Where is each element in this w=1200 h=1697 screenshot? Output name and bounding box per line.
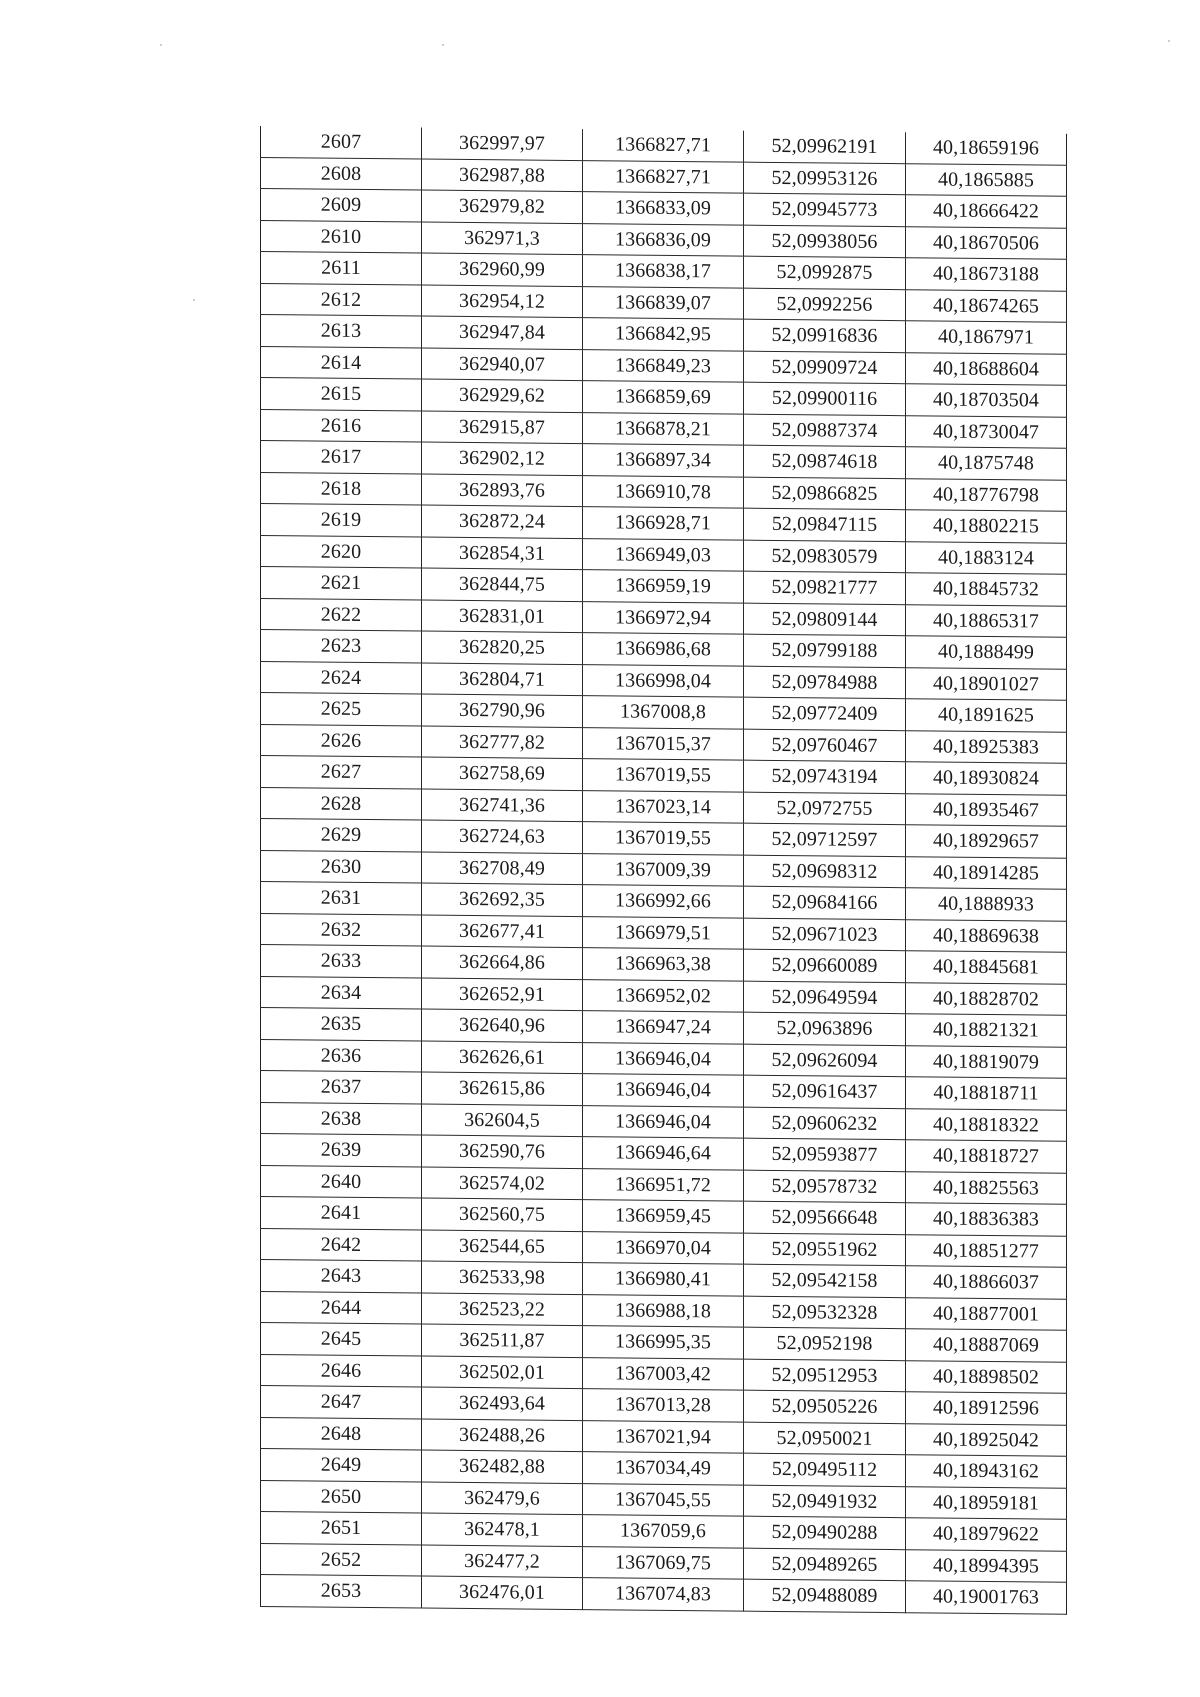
x-coordinate-cell: 362533,98: [422, 1261, 583, 1294]
latitude-cell: 52,09626094: [744, 1044, 906, 1077]
y-coordinate-cell: 1366910,78: [583, 475, 744, 508]
latitude-cell: 52,0952198: [744, 1327, 906, 1360]
longitude-cell: 40,18819079: [906, 1045, 1067, 1078]
y-coordinate-cell: 1366992,66: [583, 885, 744, 918]
latitude-cell: 52,09772409: [744, 697, 906, 730]
point-number-cell: 2621: [261, 567, 422, 600]
longitude-cell: 40,18994395: [906, 1549, 1067, 1582]
latitude-cell: 52,09606232: [744, 1107, 906, 1140]
latitude-cell: 52,09488089: [744, 1579, 906, 1612]
x-coordinate-cell: 362979,82: [422, 190, 583, 223]
point-number-cell: 2625: [261, 693, 422, 726]
latitude-cell: 52,09953126: [744, 162, 906, 195]
x-coordinate-cell: 362574,02: [422, 1167, 583, 1200]
y-coordinate-cell: 1366849,23: [583, 349, 744, 382]
y-coordinate-cell: 1366827,71: [583, 160, 744, 193]
longitude-cell: 40,1883124: [906, 541, 1067, 574]
latitude-cell: 52,09698312: [744, 855, 906, 888]
latitude-cell: 52,09649594: [744, 981, 906, 1014]
scan-speck: [160, 44, 162, 46]
point-number-cell: 2612: [261, 283, 422, 316]
latitude-cell: 52,09551962: [744, 1233, 906, 1266]
longitude-cell: 40,1875748: [906, 447, 1067, 480]
longitude-cell: 40,18935467: [906, 793, 1067, 826]
longitude-cell: 40,18670506: [906, 226, 1067, 259]
x-coordinate-cell: 362820,25: [422, 631, 583, 664]
y-coordinate-cell: 1366986,68: [583, 633, 744, 666]
latitude-cell: 52,09945773: [744, 193, 906, 226]
longitude-cell: 40,18674265: [906, 289, 1067, 322]
longitude-cell: 40,1888933: [906, 888, 1067, 921]
y-coordinate-cell: 1366963,38: [583, 948, 744, 981]
longitude-cell: 40,18730047: [906, 415, 1067, 448]
point-number-cell: 2609: [261, 189, 422, 222]
y-coordinate-cell: 1366833,09: [583, 192, 744, 225]
latitude-cell: 52,09542158: [744, 1264, 906, 1297]
y-coordinate-cell: 1366839,07: [583, 286, 744, 319]
latitude-cell: 52,09578732: [744, 1170, 906, 1203]
point-number-cell: 2653: [261, 1575, 422, 1608]
point-number-cell: 2635: [261, 1008, 422, 1041]
y-coordinate-cell: 1367008,8: [583, 696, 744, 729]
point-number-cell: 2610: [261, 220, 422, 253]
y-coordinate-cell: 1366979,51: [583, 916, 744, 949]
point-number-cell: 2630: [261, 850, 422, 883]
longitude-cell: 40,18866037: [906, 1266, 1067, 1299]
x-coordinate-cell: 362692,35: [422, 883, 583, 916]
latitude-cell: 52,09660089: [744, 949, 906, 982]
point-number-cell: 2623: [261, 630, 422, 663]
y-coordinate-cell: 1366897,34: [583, 444, 744, 477]
point-number-cell: 2608: [261, 157, 422, 190]
point-number-cell: 2619: [261, 504, 422, 537]
latitude-cell: 52,09799188: [744, 634, 906, 667]
point-number-cell: 2643: [261, 1260, 422, 1293]
latitude-cell: 52,09491932: [744, 1485, 906, 1518]
latitude-cell: 52,09809144: [744, 603, 906, 636]
point-number-cell: 2641: [261, 1197, 422, 1230]
x-coordinate-cell: 362626,61: [422, 1041, 583, 1074]
y-coordinate-cell: 1366827,71: [583, 129, 744, 162]
longitude-cell: 40,18851277: [906, 1234, 1067, 1267]
longitude-cell: 40,18901027: [906, 667, 1067, 700]
y-coordinate-cell: 1366952,02: [583, 979, 744, 1012]
longitude-cell: 40,18943162: [906, 1455, 1067, 1488]
longitude-cell: 40,18818711: [906, 1077, 1067, 1110]
latitude-cell: 52,09505226: [744, 1390, 906, 1423]
latitude-cell: 52,09909724: [744, 351, 906, 384]
latitude-cell: 52,0992256: [744, 288, 906, 321]
point-number-cell: 2644: [261, 1291, 422, 1324]
y-coordinate-cell: 1366946,04: [583, 1074, 744, 1107]
longitude-cell: 40,18818322: [906, 1108, 1067, 1141]
y-coordinate-cell: 1367069,75: [583, 1546, 744, 1579]
x-coordinate-cell: 362893,76: [422, 474, 583, 507]
point-number-cell: 2633: [261, 945, 422, 978]
x-coordinate-cell: 362502,01: [422, 1356, 583, 1389]
x-coordinate-cell: 362677,41: [422, 915, 583, 948]
x-coordinate-cell: 362831,01: [422, 600, 583, 633]
point-number-cell: 2636: [261, 1039, 422, 1072]
y-coordinate-cell: 1366972,94: [583, 601, 744, 634]
point-number-cell: 2638: [261, 1102, 422, 1135]
x-coordinate-cell: 362476,01: [422, 1576, 583, 1609]
x-coordinate-cell: 362477,2: [422, 1545, 583, 1578]
longitude-cell: 40,18925383: [906, 730, 1067, 763]
point-number-cell: 2615: [261, 378, 422, 411]
point-number-cell: 2640: [261, 1165, 422, 1198]
latitude-cell: 52,09760467: [744, 729, 906, 762]
latitude-cell: 52,09962191: [744, 131, 906, 164]
x-coordinate-cell: 362940,07: [422, 348, 583, 381]
longitude-cell: 40,1891625: [906, 699, 1067, 732]
x-coordinate-cell: 362544,65: [422, 1230, 583, 1263]
y-coordinate-cell: 1366949,03: [583, 538, 744, 571]
y-coordinate-cell: 1367045,55: [583, 1483, 744, 1516]
point-number-cell: 2627: [261, 756, 422, 789]
y-coordinate-cell: 1366842,95: [583, 318, 744, 351]
latitude-cell: 52,0972755: [744, 792, 906, 825]
x-coordinate-cell: 362560,75: [422, 1198, 583, 1231]
latitude-cell: 52,09495112: [744, 1453, 906, 1486]
x-coordinate-cell: 362790,96: [422, 694, 583, 727]
longitude-cell: 40,18659196: [906, 132, 1067, 165]
latitude-cell: 52,0950021: [744, 1422, 906, 1455]
latitude-cell: 52,09512953: [744, 1359, 906, 1392]
scan-speck: [193, 299, 195, 301]
y-coordinate-cell: 1366836,09: [583, 223, 744, 256]
point-number-cell: 2629: [261, 819, 422, 852]
longitude-cell: 40,18825563: [906, 1171, 1067, 1204]
latitude-cell: 52,09684166: [744, 886, 906, 919]
point-number-cell: 2631: [261, 882, 422, 915]
longitude-cell: 40,18836383: [906, 1203, 1067, 1236]
y-coordinate-cell: 1367009,39: [583, 853, 744, 886]
longitude-cell: 40,18688604: [906, 352, 1067, 385]
x-coordinate-cell: 362652,91: [422, 978, 583, 1011]
point-number-cell: 2607: [261, 126, 422, 159]
longitude-cell: 40,18666422: [906, 195, 1067, 228]
y-coordinate-cell: 1367021,94: [583, 1420, 744, 1453]
point-number-cell: 2611: [261, 252, 422, 285]
y-coordinate-cell: 1366946,64: [583, 1137, 744, 1170]
y-coordinate-cell: 1367074,83: [583, 1578, 744, 1611]
point-number-cell: 2617: [261, 441, 422, 474]
x-coordinate-cell: 362493,64: [422, 1387, 583, 1420]
y-coordinate-cell: 1367013,28: [583, 1389, 744, 1422]
point-number-cell: 2650: [261, 1480, 422, 1513]
x-coordinate-cell: 362902,12: [422, 442, 583, 475]
x-coordinate-cell: 362804,71: [422, 663, 583, 696]
longitude-cell: 40,18877001: [906, 1297, 1067, 1330]
point-number-cell: 2639: [261, 1134, 422, 1167]
y-coordinate-cell: 1366980,41: [583, 1263, 744, 1296]
latitude-cell: 52,09532328: [744, 1296, 906, 1329]
x-coordinate-cell: 362511,87: [422, 1324, 583, 1357]
y-coordinate-cell: 1366995,35: [583, 1326, 744, 1359]
y-coordinate-cell: 1366998,04: [583, 664, 744, 697]
longitude-cell: 40,18845681: [906, 951, 1067, 984]
x-coordinate-cell: 362488,26: [422, 1419, 583, 1452]
x-coordinate-cell: 362960,99: [422, 253, 583, 286]
x-coordinate-cell: 362478,1: [422, 1513, 583, 1546]
y-coordinate-cell: 1367019,55: [583, 759, 744, 792]
point-number-cell: 2622: [261, 598, 422, 631]
longitude-cell: 40,18929657: [906, 825, 1067, 858]
point-number-cell: 2618: [261, 472, 422, 505]
x-coordinate-cell: 362708,49: [422, 852, 583, 885]
x-coordinate-cell: 362947,84: [422, 316, 583, 349]
scan-speck: [1168, 40, 1170, 42]
point-number-cell: 2652: [261, 1543, 422, 1576]
point-number-cell: 2648: [261, 1417, 422, 1450]
longitude-cell: 40,18959181: [906, 1486, 1067, 1519]
y-coordinate-cell: 1366878,21: [583, 412, 744, 445]
longitude-cell: 40,18925042: [906, 1423, 1067, 1456]
point-number-cell: 2651: [261, 1512, 422, 1545]
x-coordinate-cell: 362854,31: [422, 537, 583, 570]
x-coordinate-cell: 362604,5: [422, 1104, 583, 1137]
latitude-cell: 52,09830579: [744, 540, 906, 573]
latitude-cell: 52,0992875: [744, 256, 906, 289]
longitude-cell: 40,18818727: [906, 1140, 1067, 1173]
y-coordinate-cell: 1367003,42: [583, 1357, 744, 1390]
longitude-cell: 40,18869638: [906, 919, 1067, 952]
latitude-cell: 52,09847115: [744, 508, 906, 541]
y-coordinate-cell: 1366928,71: [583, 507, 744, 540]
point-number-cell: 2632: [261, 913, 422, 946]
x-coordinate-cell: 362615,86: [422, 1072, 583, 1105]
x-coordinate-cell: 362971,3: [422, 222, 583, 255]
y-coordinate-cell: 1366959,19: [583, 570, 744, 603]
longitude-cell: 40,18821321: [906, 1014, 1067, 1047]
longitude-cell: 40,1865885: [906, 163, 1067, 196]
point-number-cell: 2626: [261, 724, 422, 757]
latitude-cell: 52,09616437: [744, 1075, 906, 1108]
latitude-cell: 52,09916836: [744, 319, 906, 352]
coordinates-table-body: [261, 126, 1067, 1614]
latitude-cell: 52,09743194: [744, 760, 906, 793]
longitude-cell: 40,18898502: [906, 1360, 1067, 1393]
x-coordinate-cell: 362915,87: [422, 411, 583, 444]
longitude-cell: 40,18887069: [906, 1329, 1067, 1362]
longitude-cell: 40,18845732: [906, 573, 1067, 606]
x-coordinate-cell: 362777,82: [422, 726, 583, 759]
point-number-cell: 2649: [261, 1449, 422, 1482]
y-coordinate-cell: 1366859,69: [583, 381, 744, 414]
longitude-cell: 40,18865317: [906, 604, 1067, 637]
y-coordinate-cell: 1367034,49: [583, 1452, 744, 1485]
latitude-cell: 52,09593877: [744, 1138, 906, 1171]
y-coordinate-cell: 1366951,72: [583, 1168, 744, 1201]
longitude-cell: 40,19001763: [906, 1581, 1067, 1614]
x-coordinate-cell: 362929,62: [422, 379, 583, 412]
y-coordinate-cell: 1367059,6: [583, 1515, 744, 1548]
x-coordinate-cell: 362724,63: [422, 820, 583, 853]
longitude-cell: 40,18703504: [906, 384, 1067, 417]
y-coordinate-cell: 1367015,37: [583, 727, 744, 760]
point-number-cell: 2637: [261, 1071, 422, 1104]
latitude-cell: 52,09866825: [744, 477, 906, 510]
latitude-cell: 52,09566648: [744, 1201, 906, 1234]
x-coordinate-cell: 362590,76: [422, 1135, 583, 1168]
latitude-cell: 52,09489265: [744, 1548, 906, 1581]
y-coordinate-cell: 1367023,14: [583, 790, 744, 823]
latitude-cell: 52,09900116: [744, 382, 906, 415]
longitude-cell: 40,18776798: [906, 478, 1067, 511]
x-coordinate-cell: 362954,12: [422, 285, 583, 318]
latitude-cell: 52,09490288: [744, 1516, 906, 1549]
y-coordinate-cell: 1366838,17: [583, 255, 744, 288]
x-coordinate-cell: 362758,69: [422, 757, 583, 790]
longitude-cell: 40,18802215: [906, 510, 1067, 543]
y-coordinate-cell: 1366988,18: [583, 1294, 744, 1327]
point-number-cell: 2624: [261, 661, 422, 694]
latitude-cell: 52,09821777: [744, 571, 906, 604]
y-coordinate-cell: 1366946,04: [583, 1105, 744, 1138]
point-number-cell: 2645: [261, 1323, 422, 1356]
x-coordinate-cell: 362987,88: [422, 159, 583, 192]
y-coordinate-cell: 1366947,24: [583, 1011, 744, 1044]
longitude-cell: 40,18673188: [906, 258, 1067, 291]
latitude-cell: 52,09874618: [744, 445, 906, 478]
x-coordinate-cell: 362844,75: [422, 568, 583, 601]
longitude-cell: 40,1867971: [906, 321, 1067, 354]
y-coordinate-cell: 1367019,55: [583, 822, 744, 855]
x-coordinate-cell: 362741,36: [422, 789, 583, 822]
longitude-cell: 40,18930824: [906, 762, 1067, 795]
point-number-cell: 2647: [261, 1386, 422, 1419]
longitude-cell: 40,18828702: [906, 982, 1067, 1015]
latitude-cell: 52,09671023: [744, 918, 906, 951]
point-number-cell: 2628: [261, 787, 422, 820]
x-coordinate-cell: 362479,6: [422, 1482, 583, 1515]
latitude-cell: 52,0963896: [744, 1012, 906, 1045]
x-coordinate-cell: 362997,97: [422, 128, 583, 161]
point-number-cell: 2646: [261, 1354, 422, 1387]
point-number-cell: 2613: [261, 315, 422, 348]
point-number-cell: 2614: [261, 346, 422, 379]
longitude-cell: 40,18979622: [906, 1518, 1067, 1551]
latitude-cell: 52,09887374: [744, 414, 906, 447]
x-coordinate-cell: 362482,88: [422, 1450, 583, 1483]
point-number-cell: 2620: [261, 535, 422, 568]
x-coordinate-cell: 362640,96: [422, 1009, 583, 1042]
y-coordinate-cell: 1366946,04: [583, 1042, 744, 1075]
coordinates-table: [260, 126, 1067, 1614]
x-coordinate-cell: 362523,22: [422, 1293, 583, 1326]
longitude-cell: 40,18912596: [906, 1392, 1067, 1425]
longitude-cell: 40,1888499: [906, 636, 1067, 669]
x-coordinate-cell: 362664,86: [422, 946, 583, 979]
point-number-cell: 2616: [261, 409, 422, 442]
scan-speck: [442, 44, 444, 46]
y-coordinate-cell: 1366959,45: [583, 1200, 744, 1233]
latitude-cell: 52,09938056: [744, 225, 906, 258]
table-row: [261, 1575, 1067, 1614]
latitude-cell: 52,09712597: [744, 823, 906, 856]
latitude-cell: 52,09784988: [744, 666, 906, 699]
longitude-cell: 40,18914285: [906, 856, 1067, 889]
x-coordinate-cell: 362872,24: [422, 505, 583, 538]
point-number-cell: 2634: [261, 976, 422, 1009]
y-coordinate-cell: 1366970,04: [583, 1231, 744, 1264]
point-number-cell: 2642: [261, 1228, 422, 1261]
